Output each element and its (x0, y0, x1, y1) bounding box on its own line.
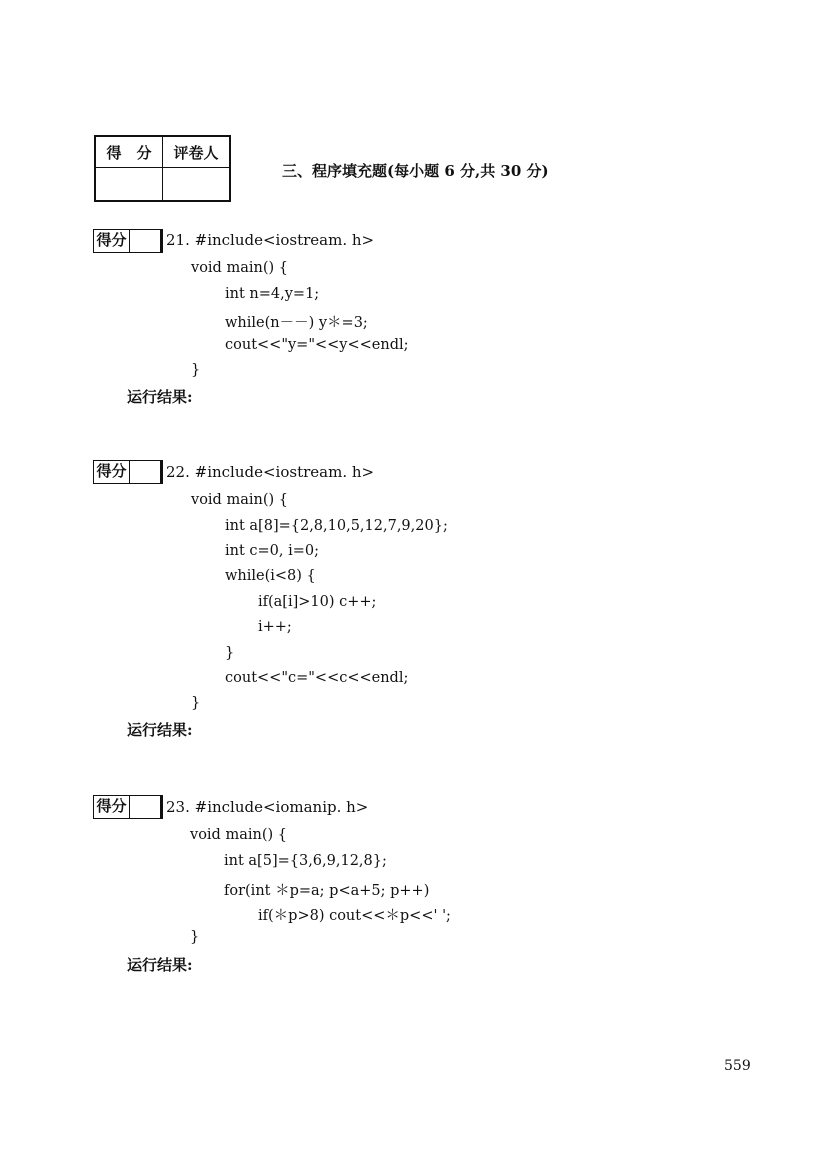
grader-blank-cell[interactable] (163, 168, 231, 202)
question-23-answer-label: 运行结果: (127, 956, 193, 974)
code-line: if(＊p>8) cout<<＊p<<' '; (258, 908, 451, 924)
question-22-answer-label: 运行结果: (127, 721, 193, 739)
code-line: for(int ＊p=a; p<a+5; p++) (224, 883, 430, 899)
code-line: while(i<8) { (225, 568, 316, 584)
score-blank-cell[interactable] (95, 168, 163, 202)
code-line: int n=4,y=1; (225, 286, 320, 302)
score-header-cell: 得 分 (95, 136, 163, 168)
grader-header-cell: 评卷人 (163, 136, 231, 168)
question-23-score-box (93, 795, 161, 819)
question-23-header: 23. #include<iomanip. h> (166, 798, 369, 816)
question-23-divider (161, 795, 163, 819)
question-21-divider (161, 229, 163, 253)
score-box-blank[interactable] (130, 461, 160, 483)
score-box-blank[interactable] (130, 796, 160, 818)
section-title: 三、程序填充题(每小题 6 分,共 30 分) (282, 162, 549, 180)
code-line: int a[8]={2,8,10,5,12,7,9,20}; (225, 518, 448, 534)
code-line: cout<<"c="<<c<<endl; (225, 670, 409, 686)
code-line: void main() { (191, 260, 288, 276)
question-22-header: 22. #include<iostream. h> (166, 463, 375, 481)
code-line: } (191, 362, 201, 378)
code-line: int c=0, i=0; (225, 543, 320, 559)
code-line: i++; (258, 619, 292, 635)
code-line: void main() { (190, 827, 287, 843)
code-line: cout<<"y="<<y<<endl; (225, 337, 409, 353)
score-box-blank[interactable] (130, 230, 160, 252)
code-line: } (190, 929, 200, 945)
code-line: int a[5]={3,6,9,12,8}; (224, 853, 387, 869)
score-table (94, 135, 231, 202)
question-21-header: 21. #include<iostream. h> (166, 231, 375, 249)
question-22-divider (161, 460, 163, 484)
question-21-score-box (93, 229, 161, 253)
code-line: void main() { (191, 492, 288, 508)
code-line: if(a[i]>10) c++; (258, 594, 377, 610)
code-line: } (191, 695, 201, 711)
code-line: } (225, 645, 235, 661)
score-box-label: 得分 (94, 230, 130, 252)
score-box-label: 得分 (94, 461, 130, 483)
question-21-answer-label: 运行结果: (127, 388, 193, 406)
page-number: 559 (724, 1058, 751, 1074)
question-22-score-box (93, 460, 161, 484)
score-box-label: 得分 (94, 796, 130, 818)
code-line: while(n－－) y＊=3; (225, 315, 368, 331)
